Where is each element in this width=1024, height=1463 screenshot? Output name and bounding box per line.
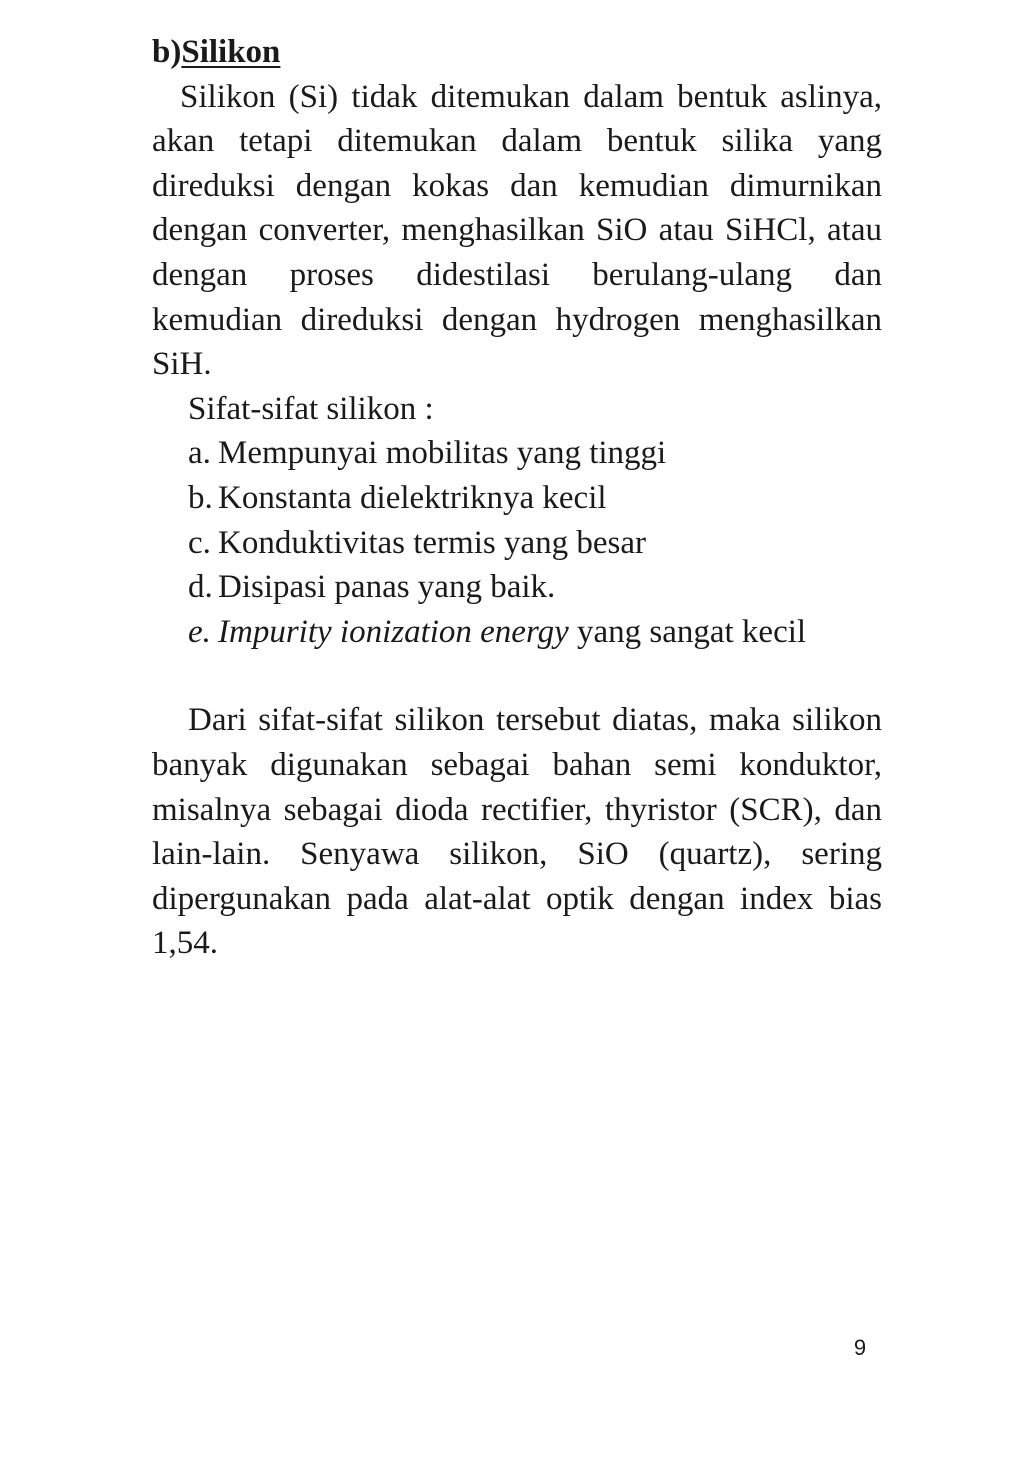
section-title: Silikon	[181, 34, 281, 70]
list-item-marker: b.	[188, 479, 213, 516]
list-item-marker: e.	[188, 613, 211, 650]
list-item-text: Konstanta dielektriknya kecil	[218, 479, 607, 516]
page-content	[152, 30, 882, 966]
list-item-marker: c.	[188, 524, 211, 561]
list-item	[188, 610, 882, 655]
intro-paragraph: Silikon (Si) tidak ditemukan dalam bentuk aslinya, akan tetapi ditemukan dalam bentuk silika yang direduksi dengan kokas dan kemudian dimurnikan dengan converter, menghasilkan SiO atau SiHCl, atau dengan proses didestilasi berulang-ulang dan kemudian direduksi dengan hydrogen menghasilkan SiH.	[152, 78, 882, 383]
list-item-italic-term: Impurity ionization energy	[218, 613, 569, 650]
list-item-marker: a.	[188, 435, 211, 472]
list-item-marker: d.	[188, 569, 213, 606]
list-item-text-group	[218, 610, 806, 655]
closing-paragraph: Dari sifat-sifat silikon tersebut diatas, maka silikon banyak digunakan sebagai bahan semi konduktor, misalnya sebagai dioda rectifier, thyristor (SCR), dan lain-lain. Senyawa silikon, SiO (quartz), sering dipergunakan pada alat-alat optik dengan index bias 1,54.	[152, 702, 882, 962]
list-item	[188, 521, 882, 566]
properties-heading: Sifat-sifat silikon :	[188, 390, 434, 427]
section-prefix: b)	[152, 34, 182, 70]
list-item-text: yang sangat kecil	[568, 613, 807, 650]
list-item	[188, 565, 882, 610]
page-number: 9	[853, 1335, 867, 1360]
list-item-text: Konduktivitas termis yang besar	[218, 524, 647, 561]
list-item	[188, 431, 882, 476]
list-item	[188, 476, 882, 521]
list-item-text: Disipasi panas yang baik.	[218, 569, 556, 606]
section-heading	[152, 30, 882, 75]
list-item-text: Mempunyai mobilitas yang tinggi	[218, 435, 667, 472]
properties-list	[152, 431, 882, 654]
